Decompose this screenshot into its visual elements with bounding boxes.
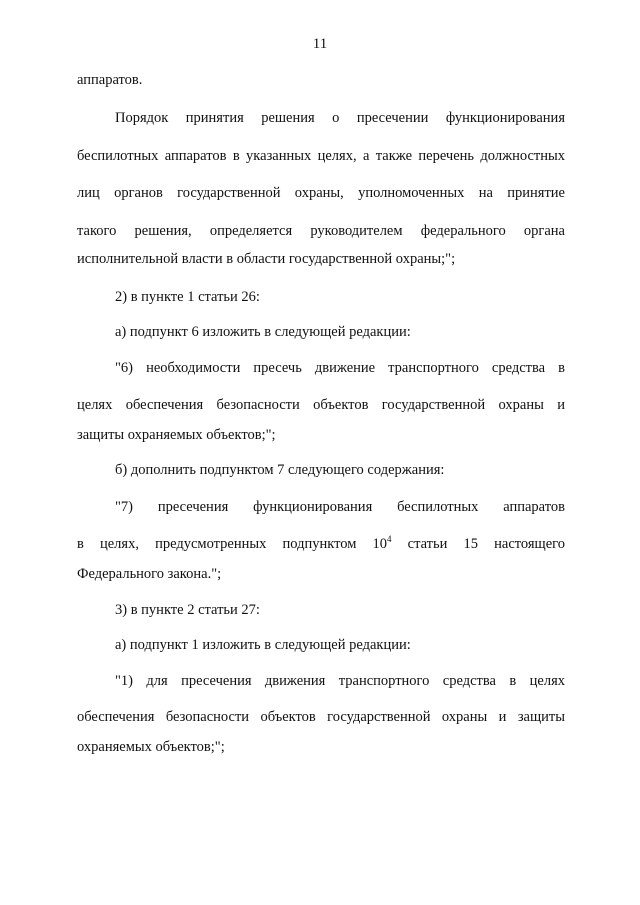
text-fragment: статьи 15 настоящего	[391, 536, 565, 552]
text-line: лиц органов государственной охраны, уполномоченных на принятие	[77, 185, 565, 201]
text-line: беспилотных аппаратов в указанных целях, а также перечень должностных	[77, 148, 565, 164]
text-fragment: в целях, предусмотренных подпунктом 10	[77, 536, 388, 552]
page-number: 11	[312, 36, 328, 52]
text-line: Порядок принятия решения о пресечении функционирования	[115, 110, 565, 126]
superscript: 4	[387, 534, 392, 545]
text-line: 3) в пункте 2 статьи 27:	[115, 602, 260, 618]
text-line: обеспечения безопасности объектов государственной охраны и защиты	[77, 709, 565, 725]
text-line: а) подпункт 6 изложить в следующей редакции:	[115, 324, 411, 340]
text-line: целях обеспечения безопасности объектов государственной охраны и	[77, 397, 565, 413]
text-line: охраняемых объектов;";	[77, 739, 225, 755]
text-line: аппаратов.	[77, 72, 143, 88]
text-line: "7) пресечения функционирования беспилотных аппаратов	[115, 499, 565, 515]
text-line: исполнительной власти в области государственной охраны;";	[77, 251, 456, 267]
text-line: 2) в пункте 1 статьи 26:	[115, 289, 260, 305]
text-line: такого решения, определяется руководителем федерального органа	[77, 223, 565, 239]
text-line: Федерального закона.";	[77, 566, 222, 582]
text-line: а) подпункт 1 изложить в следующей редакции:	[115, 637, 411, 653]
text-line: б) дополнить подпунктом 7 следующего содержания:	[115, 462, 445, 478]
text-line: "6) необходимости пресечь движение транспортного средства в	[115, 360, 565, 376]
text-line: защиты охраняемых объектов;";	[77, 427, 276, 443]
text-line	[77, 534, 565, 554]
text-line: "1) для пресечения движения транспортного средства в целях	[115, 673, 565, 689]
